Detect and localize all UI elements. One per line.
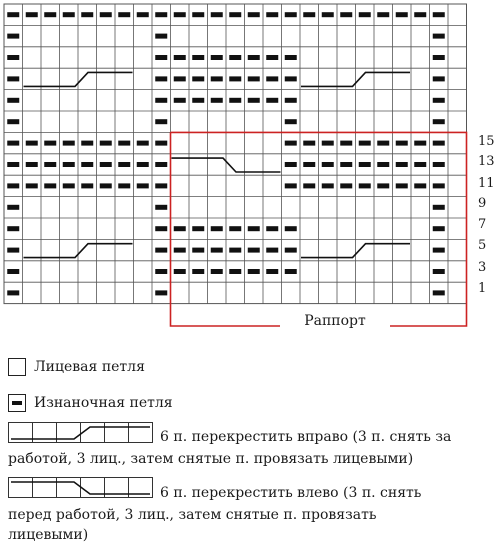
legend: [8, 355, 498, 545]
purl-stitch-mark: [100, 141, 112, 146]
cable-left-text-2: перед работой, 3 лиц., затем снятые п. провязать: [8, 507, 377, 523]
purl-stitch-mark: [7, 76, 19, 81]
purl-stitch-mark: [359, 141, 371, 146]
purl-stitch-mark: [155, 141, 167, 146]
purl-stitch-mark: [433, 226, 445, 231]
cable-left-text-1: 6 п. перекрестить влево (3 п. снять: [160, 485, 422, 501]
purl-stitch-mark: [285, 76, 297, 81]
purl-stitch-mark: [433, 98, 445, 103]
purl-stitch-mark: [433, 76, 445, 81]
purl-stitch-mark: [7, 98, 19, 103]
purl-stitch-mark: [433, 162, 445, 167]
purl-stitch-mark: [266, 12, 278, 17]
purl-stitch-mark: [155, 248, 167, 253]
purl-stitch-mark: [285, 226, 297, 231]
purl-stitch-mark: [192, 55, 204, 60]
purl-stitch-mark: [7, 183, 19, 188]
purl-stitch-mark: [266, 226, 278, 231]
purl-stitch-mark: [192, 98, 204, 103]
purl-stitch-mark: [192, 76, 204, 81]
purl-stitch-mark: [44, 183, 56, 188]
row-number-3: 3: [478, 260, 487, 275]
purl-stitch-mark: [359, 183, 371, 188]
purl-stitch-mark: [433, 269, 445, 274]
purl-stitch-mark: [248, 98, 260, 103]
purl-stitch-mark: [7, 12, 19, 17]
purl-stitch-mark: [7, 162, 19, 167]
purl-stitch-mark: [155, 162, 167, 167]
purl-stitch-mark: [248, 76, 260, 81]
purl-stitch-mark: [285, 141, 297, 146]
purl-stitch-mark: [303, 183, 315, 188]
purl-stitch-mark: [229, 248, 241, 253]
purl-stitch-mark: [137, 12, 149, 17]
purl-stitch-mark: [211, 248, 223, 253]
purl-stitch-mark: [285, 55, 297, 60]
purl-stitch-mark: [285, 183, 297, 188]
purl-stitch-mark: [266, 98, 278, 103]
purl-stitch-mark: [100, 162, 112, 167]
purl-stitch-mark: [81, 162, 93, 167]
cable-right-text-2: работой, 3 лиц., затем снятые п. провязать лицевыми): [8, 451, 414, 467]
purl-stitch-mark: [285, 12, 297, 17]
purl-stitch-mark: [118, 12, 130, 17]
purl-stitch-mark: [174, 76, 186, 81]
purl-stitch-mark: [359, 12, 371, 17]
purl-stitch-mark: [377, 183, 389, 188]
purl-stitch-mark: [63, 162, 75, 167]
purl-stitch-mark: [26, 183, 38, 188]
purl-stitch-mark: [44, 141, 56, 146]
purl-stitch-mark: [229, 226, 241, 231]
purl-stitch-mark: [100, 12, 112, 17]
purl-stitch-mark: [414, 12, 426, 17]
purl-stitch-mark: [433, 290, 445, 295]
cable-left-text-3: лицевыми): [8, 527, 89, 543]
purl-stitch-mark: [285, 269, 297, 274]
purl-stitch-mark: [322, 12, 334, 17]
purl-stitch-mark: [340, 162, 352, 167]
purl-stitch-mark: [433, 183, 445, 188]
purl-stitch-mark: [266, 55, 278, 60]
row-number-9: 9: [478, 196, 487, 211]
purl-stitch-mark: [285, 162, 297, 167]
purl-stitch-mark: [285, 119, 297, 124]
purl-stitch-mark: [433, 12, 445, 17]
purl-stitch-mark: [81, 12, 93, 17]
purl-stitch-mark: [155, 205, 167, 210]
purl-stitch-mark: [174, 98, 186, 103]
purl-stitch-mark: [63, 12, 75, 17]
purl-stitch-mark: [26, 12, 38, 17]
purl-stitch-mark: [433, 205, 445, 210]
row-number-11: 11: [478, 176, 495, 191]
purl-stitch-mark: [155, 226, 167, 231]
purl-stitch-mark: [211, 12, 223, 17]
purl-stitch-mark: [248, 55, 260, 60]
purl-stitch-mark: [155, 269, 167, 274]
purl-stitch-mark: [7, 269, 19, 274]
purl-stitch-mark: [303, 12, 315, 17]
purl-stitch-mark: [229, 76, 241, 81]
purl-stitch-mark: [7, 290, 19, 295]
purl-stitch-mark: [174, 269, 186, 274]
purl-stitch-mark: [322, 183, 334, 188]
purl-stitch-mark: [192, 269, 204, 274]
row-number-13: 13: [478, 154, 495, 169]
purl-stitch-mark: [7, 34, 19, 39]
purl-stitch-mark: [248, 269, 260, 274]
purl-stitch-mark: [174, 12, 186, 17]
purl-stitch-mark: [7, 226, 19, 231]
purl-stitch-mark: [174, 226, 186, 231]
purl-stitch-mark: [155, 98, 167, 103]
cable-right-text-1: 6 п. перекрестить вправо (3 п. снять за: [160, 429, 452, 445]
purl-stitch-mark: [433, 119, 445, 124]
purl-stitch-mark: [229, 98, 241, 103]
purl-stitch-mark: [433, 55, 445, 60]
purl-stitch-mark: [211, 98, 223, 103]
purl-stitch-mark: [211, 269, 223, 274]
repeat-label: Раппорт: [280, 313, 390, 329]
purl-stitch-mark: [229, 12, 241, 17]
purl-stitch-mark: [137, 183, 149, 188]
purl-stitch-mark: [192, 248, 204, 253]
row-number-5: 5: [478, 238, 487, 253]
legend-purl-label: Изнаночная петля: [34, 395, 173, 411]
cable-right-icon: [8, 421, 158, 445]
purl-stitch-mark: [192, 12, 204, 17]
purl-stitch-mark: [7, 55, 19, 60]
purl-stitch-mark: [377, 162, 389, 167]
row-number-7: 7: [478, 217, 487, 232]
purl-stitch-icon: [8, 394, 26, 412]
purl-stitch-mark: [63, 141, 75, 146]
purl-stitch-mark: [248, 248, 260, 253]
purl-stitch-mark: [155, 183, 167, 188]
purl-stitch-mark: [81, 141, 93, 146]
purl-stitch-mark: [155, 290, 167, 295]
purl-stitch-mark: [26, 141, 38, 146]
purl-stitch-mark: [174, 55, 186, 60]
purl-stitch-mark: [26, 162, 38, 167]
purl-stitch-mark: [211, 226, 223, 231]
purl-stitch-mark: [266, 76, 278, 81]
purl-stitch-mark: [44, 12, 56, 17]
purl-stitch-mark: [266, 248, 278, 253]
purl-stitch-mark: [211, 76, 223, 81]
purl-stitch-mark: [155, 55, 167, 60]
purl-stitch-mark: [7, 205, 19, 210]
purl-stitch-mark: [118, 162, 130, 167]
purl-stitch-mark: [433, 34, 445, 39]
purl-stitch-mark: [303, 141, 315, 146]
purl-stitch-mark: [174, 248, 186, 253]
purl-stitch-mark: [44, 162, 56, 167]
legend-knit-label: Лицевая петля: [34, 359, 145, 375]
purl-stitch-mark: [377, 12, 389, 17]
row-number-1: 1: [478, 281, 487, 296]
row-number-15: 15: [478, 134, 495, 149]
purl-stitch-mark: [396, 183, 408, 188]
purl-stitch-mark: [63, 183, 75, 188]
purl-stitch-mark: [396, 141, 408, 146]
purl-stitch-mark: [285, 248, 297, 253]
purl-stitch-mark: [340, 12, 352, 17]
purl-stitch-mark: [81, 183, 93, 188]
purl-stitch-mark: [322, 141, 334, 146]
purl-stitch-mark: [340, 183, 352, 188]
purl-stitch-mark: [155, 76, 167, 81]
purl-stitch-mark: [340, 141, 352, 146]
legend-purl: [8, 393, 173, 413]
purl-stitch-mark: [137, 162, 149, 167]
purl-stitch-mark: [7, 119, 19, 124]
purl-stitch-mark: [433, 248, 445, 253]
purl-stitch-mark: [155, 119, 167, 124]
purl-stitch-mark: [211, 55, 223, 60]
purl-stitch-mark: [137, 141, 149, 146]
purl-stitch-mark: [7, 141, 19, 146]
purl-stitch-mark: [377, 141, 389, 146]
purl-stitch-mark: [414, 141, 426, 146]
purl-stitch-mark: [322, 162, 334, 167]
purl-stitch-mark: [7, 248, 19, 253]
purl-stitch-mark: [359, 162, 371, 167]
purl-stitch-mark: [248, 226, 260, 231]
cable-left-icon: [8, 476, 158, 500]
purl-stitch-mark: [414, 183, 426, 188]
purl-stitch-mark: [248, 12, 260, 17]
purl-stitch-mark: [285, 98, 297, 103]
purl-stitch-mark: [303, 162, 315, 167]
purl-stitch-mark: [192, 226, 204, 231]
purl-stitch-mark: [100, 183, 112, 188]
purl-stitch-mark: [155, 34, 167, 39]
knit-stitch-icon: [8, 358, 26, 376]
purl-stitch-mark: [266, 269, 278, 274]
purl-stitch-mark: [229, 55, 241, 60]
purl-stitch-mark: [396, 12, 408, 17]
purl-stitch-mark: [155, 12, 167, 17]
legend-knit: [8, 357, 145, 377]
purl-stitch-mark: [118, 141, 130, 146]
purl-stitch-mark: [433, 141, 445, 146]
purl-stitch-mark: [229, 269, 241, 274]
purl-stitch-mark: [414, 162, 426, 167]
purl-stitch-mark: [118, 183, 130, 188]
purl-stitch-mark: [396, 162, 408, 167]
